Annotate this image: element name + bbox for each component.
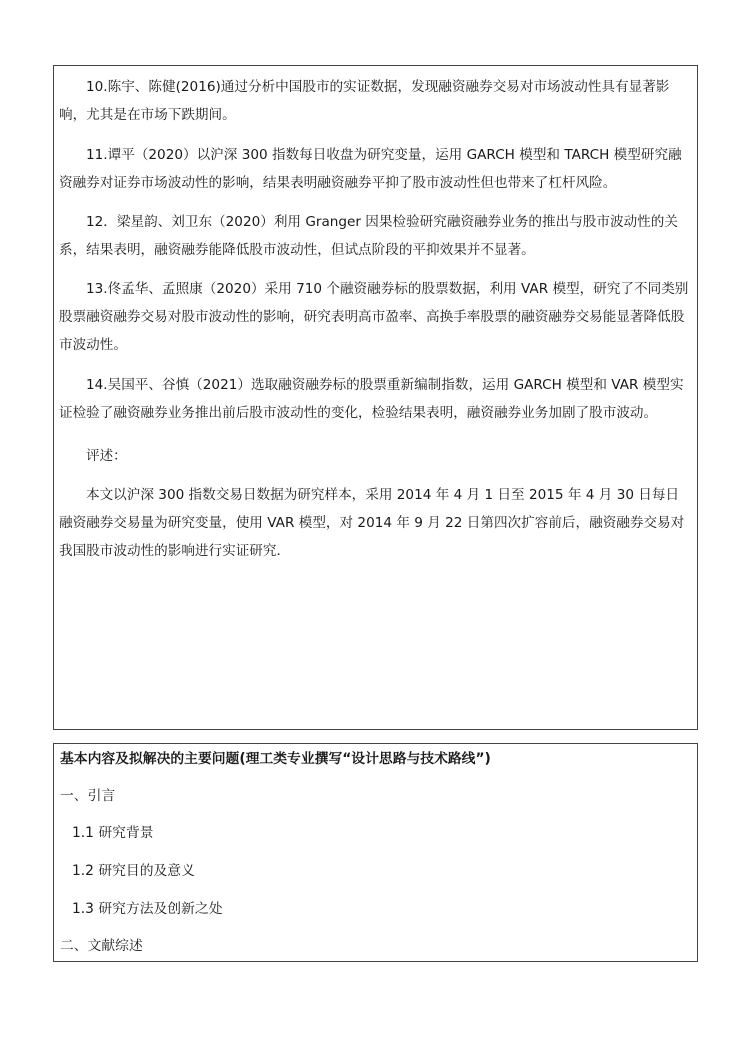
review-paragraph-11: 11.谭平（2020）以沪深 300 指数每日收盘为研究变量，运用 GARCH 模型和 TARCH 模型研究融资融券对证券市场波动性的影响，结果表明融资融券平抑了股市波动性但也带来了杠杆风险。 (59, 147, 682, 191)
outline-item-1-3: 1.3 研究方法及创新之处 (72, 901, 223, 917)
review-paragraph-10: 10.陈宇、陈健(2016)通过分析中国股市的实证数据，发现融资融券交易对市场波动性具有显著影响，尤其是在市场下跌期间。 (59, 79, 670, 123)
review-comment-label: 评述： (86, 448, 127, 464)
review-paragraph-14: 14.吴国平、谷慎（2021）选取融资融券标的股票重新编制指数，运用 GARCH 模型和 VAR 模型实证检验了融资融券业务推出前后股市波动性的变化，检验结果表明，融资融券业务加剧了股市波动。 (59, 377, 684, 421)
review-comment-body: 本文以沪深 300 指数交易日数据为研究样本，采用 2014 年 4 月 1 日至 2015 年 4 月 30 日每日融资融券交易量为研究变量，使用 VAR 模型，对 2014 年 9 月 22 日第四次扩容前后，融资融券交易对我国股市波动性的影响进行实证研究． (59, 487, 685, 559)
outline-item-1-1: 1.1 研究背景 (72, 825, 154, 841)
literature-review-box (53, 65, 698, 730)
review-paragraph-13: 13.佟孟华、孟照康（2020）采用 710 个融资融券标的股票数据，利用 VAR 模型，研究了不同类别股票融资融券交易对股市波动性的影响，研究表明高市盈率、高换手率股票的融资融券交易能显著降低股市波动性。 (59, 281, 689, 353)
outline-item-intro: 一、引言 (60, 788, 116, 804)
main-content-box (53, 743, 698, 962)
outline-item-1-2: 1.2 研究目的及意义 (72, 863, 195, 879)
outline-item-review: 二、文献综述 (60, 938, 143, 954)
review-paragraph-12: 12．梁星韵、刘卫东（2020）利用 Granger 因果检验研究融资融券业务的推出与股市波动性的关系，结果表明，融资融券能降低股市波动性，但试点阶段的平抑效果并不显著。 (59, 214, 678, 258)
main-content-heading: 基本内容及拟解决的主要问题(理工类专业撰写“设计思路与技术路线”) (60, 751, 491, 767)
